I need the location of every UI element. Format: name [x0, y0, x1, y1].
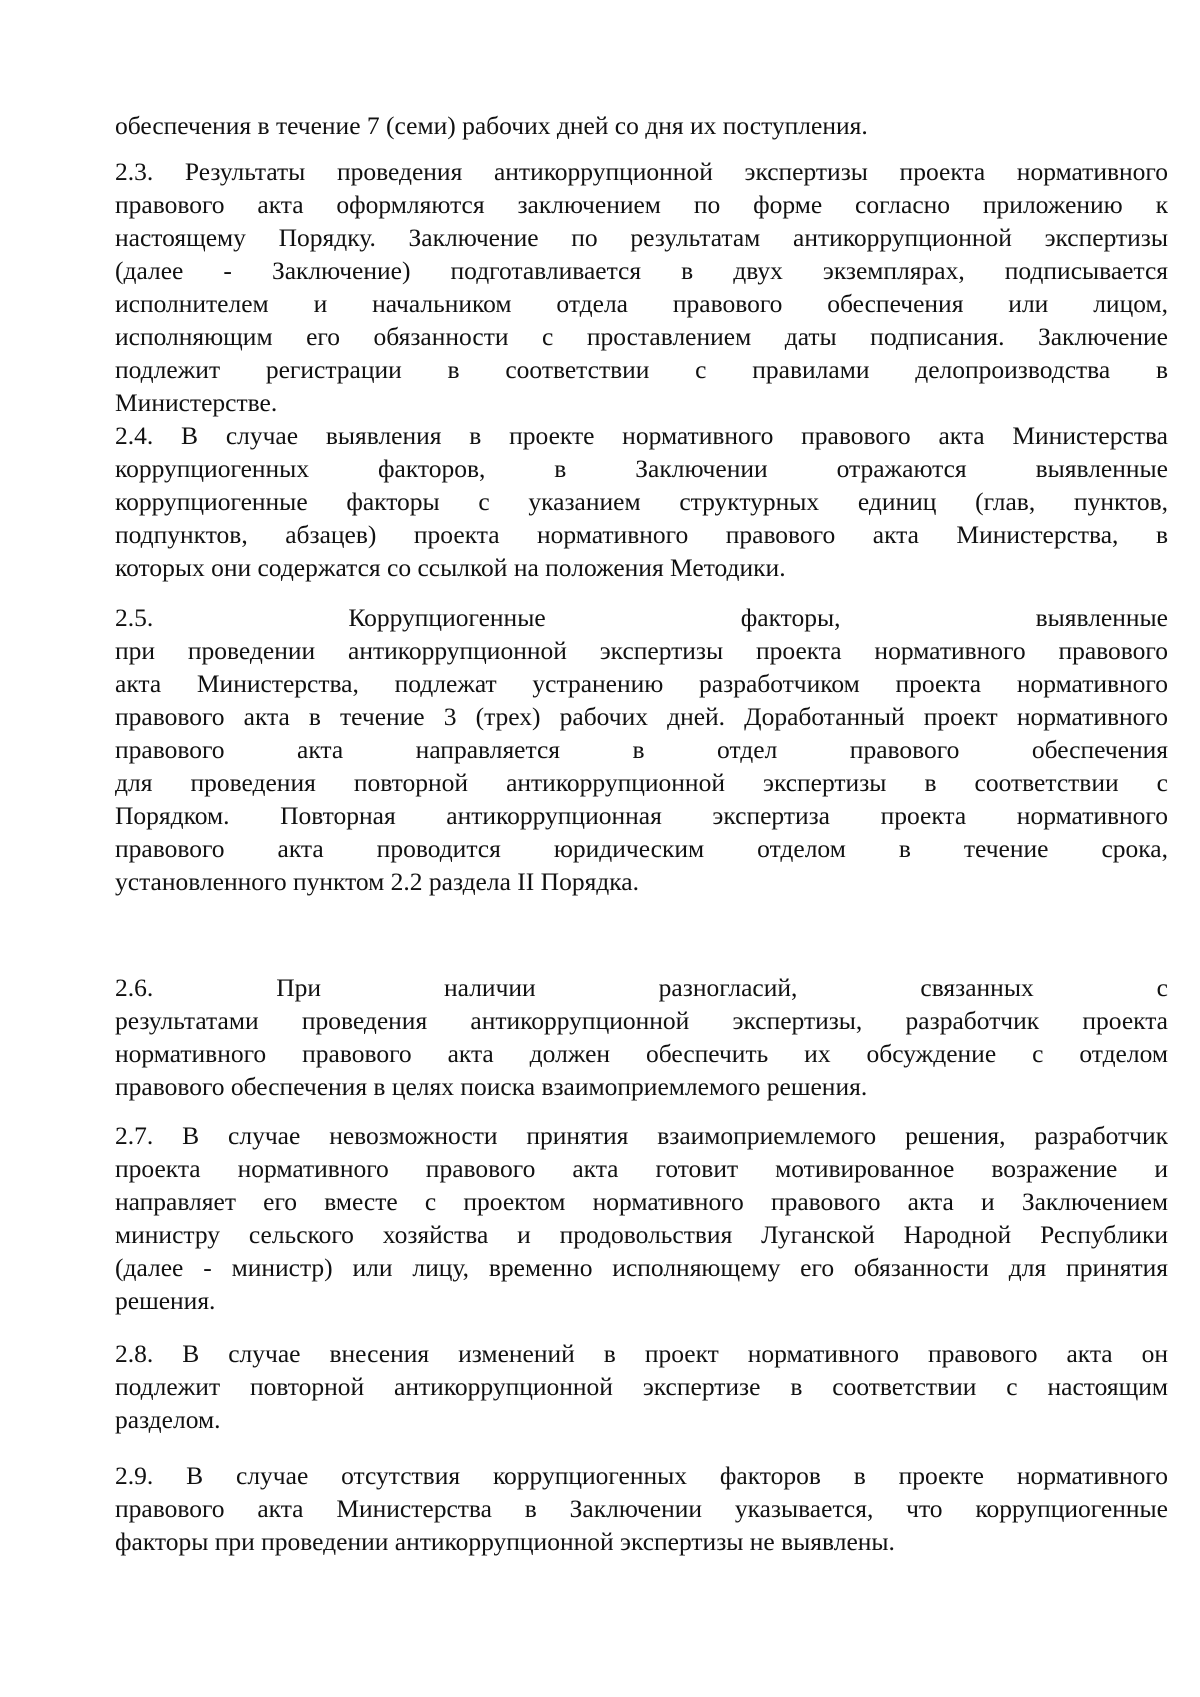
paragraph-2-7	[115, 1119, 1168, 1317]
text-line: Министерстве.	[115, 388, 278, 417]
paragraph-continuation	[115, 109, 1168, 142]
text-line: (далее - Заключение) подготавливается в двух экземплярах, подписывается	[115, 256, 1168, 285]
text-line: факторы при проведении антикоррупционной экспертизы не выявлены.	[115, 1527, 895, 1556]
paragraph-2-3	[115, 155, 1168, 419]
text-line: 2.3. Результаты проведения антикоррупционной экспертизы проекта нормативного	[115, 157, 1168, 186]
text-line: исполнителем и начальником отдела правового обеспечения или лицом,	[115, 289, 1168, 318]
text-line: 2.9. В случае отсутствия коррупциогенных факторов в проекте нормативного	[115, 1461, 1168, 1490]
text-line: 2.8. В случае внесения изменений в проект нормативного правового акта он	[115, 1339, 1168, 1368]
text-line: обеспечения в течение 7 (семи) рабочих дней со дня их поступления.	[115, 111, 868, 140]
text-line: подпунктов, абзацев) проекта нормативного правового акта Министерства, в	[115, 520, 1168, 549]
text-line: нормативного правового акта должен обеспечить их обсуждение с отделом	[115, 1039, 1168, 1068]
text-line: решения.	[115, 1286, 216, 1315]
paragraph-2-8	[115, 1337, 1168, 1436]
text-line: подлежит регистрации в соответствии с правилами делопроизводства в	[115, 355, 1168, 384]
text-line: направляет его вместе с проектом нормативного правового акта и Заключением	[115, 1187, 1168, 1216]
paragraph-2-5	[115, 601, 1168, 898]
text-line: для проведения повторной антикоррупционной экспертизы в соответствии с	[115, 768, 1168, 797]
text-line: правового акта проводится юридическим отделом в течение срока,	[115, 834, 1168, 863]
text-line: правового акта в течение 3 (трех) рабочих дней. Доработанный проект нормативного	[115, 702, 1168, 731]
text-line: правового акта оформляются заключением по форме согласно приложению к	[115, 190, 1168, 219]
text-line: которых они содержатся со ссылкой на положения Методики.	[115, 553, 786, 582]
text-line: результатами проведения антикоррупционной экспертизы, разработчик проекта	[115, 1006, 1168, 1035]
text-line: правового акта направляется в отдел правового обеспечения	[115, 735, 1168, 764]
text-line: проекта нормативного правового акта готовит мотивированное возражение и	[115, 1154, 1168, 1183]
text-line: настоящему Порядку. Заключение по результатам антикоррупционной экспертизы	[115, 223, 1168, 252]
text-line: правового обеспечения в целях поиска взаимоприемлемого решения.	[115, 1072, 868, 1101]
text-line: 2.4. В случае выявления в проекте нормативного правового акта Министерства	[115, 421, 1168, 450]
text-line: исполняющим его обязанности с проставлением даты подписания. Заключение	[115, 322, 1168, 351]
text-line: коррупциогенных факторов, в Заключении отражаются выявленные	[115, 454, 1168, 483]
text-line: (далее - министр) или лицу, временно исполняющему его обязанности для принятия	[115, 1253, 1168, 1282]
text-line: коррупциогенные факторы с указанием структурных единиц (глав, пунктов,	[115, 487, 1168, 516]
text-line: 2.7. В случае невозможности принятия взаимоприемлемого решения, разработчик	[115, 1121, 1168, 1150]
text-line: подлежит повторной антикоррупционной экспертизе в соответствии с настоящим	[115, 1372, 1168, 1401]
paragraph-2-4	[115, 419, 1168, 584]
text-line: разделом.	[115, 1405, 221, 1434]
text-line: Порядком. Повторная антикоррупционная экспертиза проекта нормативного	[115, 801, 1168, 830]
text-line: при проведении антикоррупционной экспертизы проекта нормативного правового	[115, 636, 1168, 665]
paragraph-2-6	[115, 971, 1168, 1103]
text-line: министру сельского хозяйства и продовольствия Луганской Народной Республики	[115, 1220, 1168, 1249]
text-line: установленного пунктом 2.2 раздела II Порядка.	[115, 867, 639, 896]
text-line: акта Министерства, подлежат устранению разработчиком проекта нормативного	[115, 669, 1168, 698]
text-line: 2.6. При наличии разногласий, связанных с	[115, 973, 1168, 1002]
text-line: 2.5. Коррупциогенные факторы, выявленные	[115, 603, 1168, 632]
paragraph-2-9	[115, 1459, 1168, 1558]
text-line: правового акта Министерства в Заключении указывается, что коррупциогенные	[115, 1494, 1168, 1523]
